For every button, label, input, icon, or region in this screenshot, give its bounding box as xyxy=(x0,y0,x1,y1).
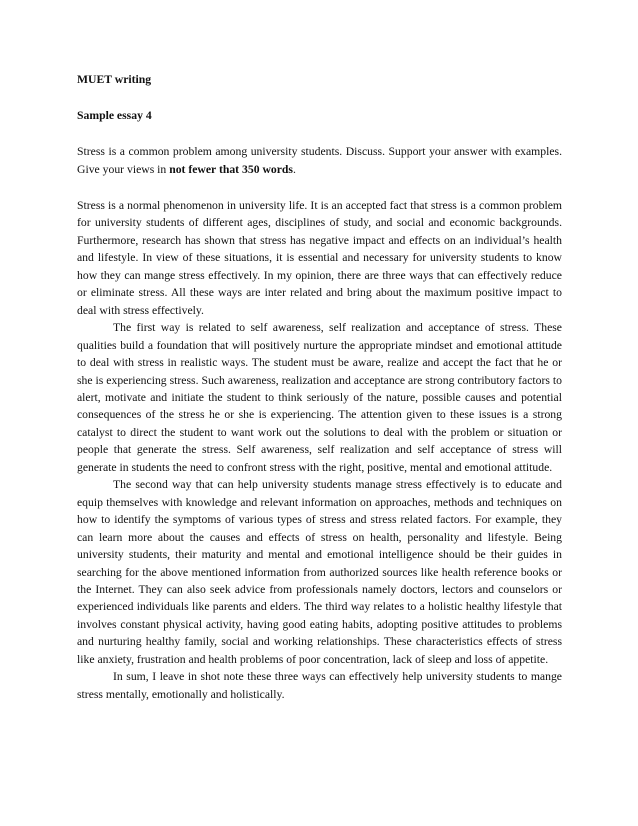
prompt-end: . xyxy=(292,163,296,176)
essay-paragraph-second-way: The second way that can help university students manage stress effectively is to educate and equip themselves with knowledge and relevant information on approaches, methods and techniques on how to identify the symptoms of various types of stress and stress related factors. For example, they can learn more about the causes and effects of stress on health, personality and lifestyle. Being university students, their maturity and mental and emotional intelligence should be their guides in searching for the above mentioned information from authorized sources like health reference books or the Internet. They can also seek advice from professionals namely doctors, lectors and counselors or experienced individuals like parents and elders. The third way relates to a holistic healthy lifestyle that involves constant physical activity, having good eating habits, adopting positive attitudes to problems and nurturing healthy family, social and working relationships. These characteristics effects of stress like anxiety, frustration and health problems of poor concentration, lack of sleep and loss of appetite. xyxy=(77,478,562,666)
prompt-word-requirement: not fewer that 350 words xyxy=(169,163,293,176)
document-heading: MUET writing xyxy=(77,73,152,86)
essay-paragraph-intro: Stress is a normal phenomenon in university life. It is an accepted fact that stress is a common problem for university students of different ages, disciplines of study, and social and economic backgrounds. Furthermore, research has shown that stress has negative impact and effects on an individual’s health and lifestyle. In view of these situations, it is essential and necessary for university students to know how they can mange stress effectively. In my opinion, there are three ways that can effectively reduce or eliminate stress. All these ways are inter related and bring about the maximum positive impact to deal with stress effectively. xyxy=(77,199,562,317)
essay-title: Sample essay 4 xyxy=(77,109,152,122)
essay-paragraph-conclusion: In sum, I leave in shot note these three ways can effectively help university students to mange stress mentally, emotionally and holistically. xyxy=(77,670,562,701)
essay-prompt xyxy=(77,143,562,179)
document-page xyxy=(77,71,562,703)
essay-body xyxy=(77,197,562,703)
essay-paragraph-first-way: The first way is related to self awareness, self realization and acceptance of stress. These qualities build a foundation that will positively nurture the appropriate mindset and emotional attitude to deal with stress in realistic ways. The student must be aware, realize and accept the fact that he or she is experiencing stress. Such awareness, realization and acceptance are strong contributory factors to alert, motivate and initiate the student to think seriously of the nature, possible causes and potential consequences of the stress he or she is experiencing. The attention given to these issues is a strong catalyst to direct the student to want work out the solutions to deal with the problem or situation or people that generate the stress. Self awareness, self realization and self acceptance of stress will generate in students the need to confront stress with the right, positive, mental and emotional attitude. xyxy=(77,321,562,474)
prompt-text: Stress is a common problem among university students. Discuss. Support your answer with examples. Give your views in xyxy=(77,145,562,176)
